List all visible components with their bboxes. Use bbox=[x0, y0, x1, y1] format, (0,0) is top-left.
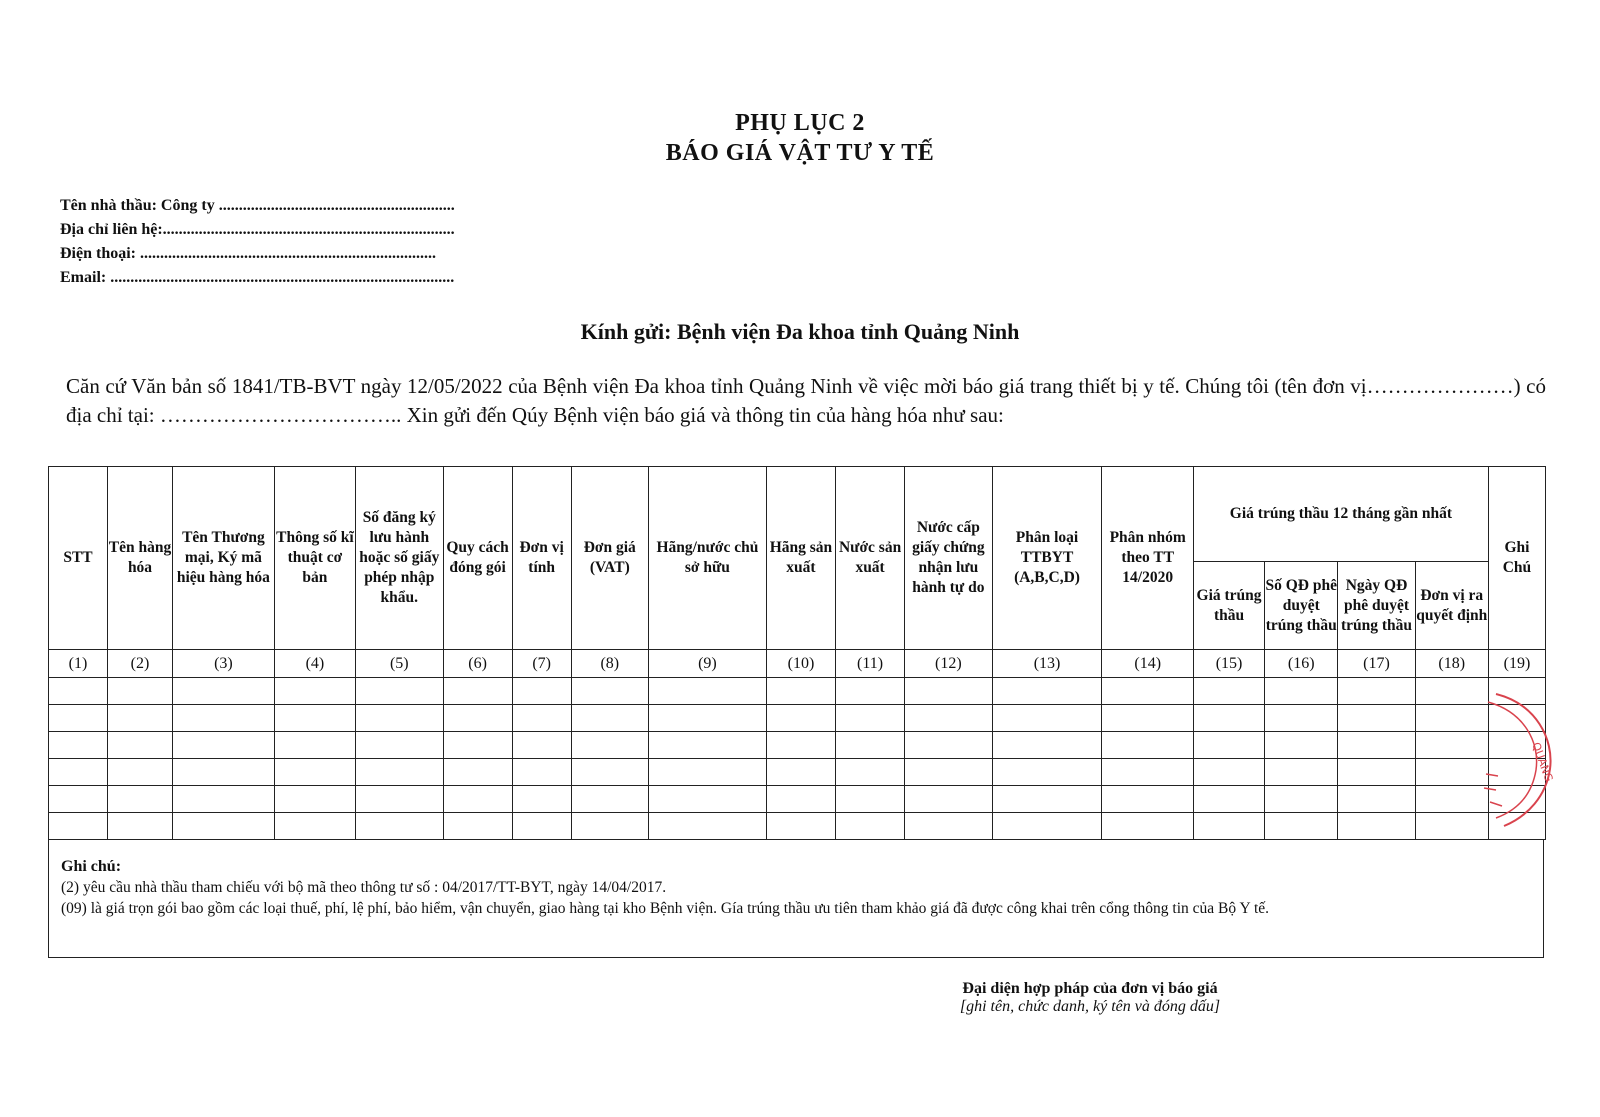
col-header-don-vi-tinh: Đơn vị tính bbox=[512, 467, 571, 650]
col-header-quy-cach: Quy cách đóng gói bbox=[443, 467, 512, 650]
note-line-1: (2) yêu cầu nhà thầu tham chiếu với bộ mã theo thông tư số : 04/2017/TT-BYT, ngày 14/04/2017. bbox=[61, 879, 667, 896]
column-number-row bbox=[49, 650, 1546, 678]
column-number: (19) bbox=[1488, 650, 1545, 678]
table-row bbox=[49, 678, 1546, 705]
column-number: (5) bbox=[356, 650, 443, 678]
table-row bbox=[49, 759, 1546, 786]
table-row bbox=[49, 732, 1546, 759]
col-header-don-gia: Đơn giá (VAT) bbox=[571, 467, 648, 650]
contractor-phone-field: Điện thoại: .......................................................................... bbox=[60, 245, 436, 262]
contractor-name-field: Tên nhà thầu: Công ty ........................................................... bbox=[60, 197, 455, 214]
col-header-phan-nhom: Phân nhóm theo TT 14/2020 bbox=[1102, 467, 1194, 650]
col-header-ten-thuong-mai: Tên Thương mại, Ký mã hiệu hàng hóa bbox=[173, 467, 275, 650]
red-stamp-mark bbox=[1476, 684, 1566, 834]
col-header-ten-hang-hoa: Tên hàng hóa bbox=[107, 467, 172, 650]
recipient-line: Kính gửi: Bệnh viện Đa khoa tỉnh Quảng Ninh bbox=[580, 319, 1020, 344]
column-number: (18) bbox=[1415, 650, 1488, 678]
col-header-gia-trung-thau: Giá trúng thầu bbox=[1193, 562, 1264, 650]
column-number: (14) bbox=[1102, 650, 1194, 678]
svg-text:QUANG: QUANG bbox=[1529, 740, 1556, 784]
column-number: (7) bbox=[512, 650, 571, 678]
column-number: (15) bbox=[1193, 650, 1264, 678]
column-number: (6) bbox=[443, 650, 512, 678]
column-number: (9) bbox=[648, 650, 766, 678]
column-number: (3) bbox=[173, 650, 275, 678]
col-header-hang-sx: Hãng sản xuất bbox=[766, 467, 835, 650]
intro-paragraph: Căn cứ Văn bản số 1841/TB-BVT ngày 12/05/2022 của Bệnh viện Đa khoa tỉnh Quảng Ninh về việc mời báo giá trang thiết bị y tế. Chúng tôi (tên đơn vị…………………) có địa chỉ tại: …………………………….. Xin gửi đến Qúy Bệnh viện báo giá và thông tin của hàng hóa như sau: bbox=[66, 374, 1546, 427]
note-line-2: (09) là giá trọn gói bao gồm các loại thuế, phí, lệ phí, bảo hiểm, vận chuyển, giao hàng tại kho Bệnh viện. Gía trúng thầu ưu tiên tham khảo giá đã được công khai trên cổng thông tin của Bộ Y tế. bbox=[61, 900, 1270, 917]
col-header-so-qd: Số QĐ phê duyệt trúng thầu bbox=[1265, 562, 1338, 650]
contractor-email-field: Email: ...................................................................................... bbox=[60, 269, 455, 286]
column-number: (4) bbox=[274, 650, 355, 678]
contractor-address-field: Địa chỉ liên hệ:......................................................................... bbox=[60, 221, 455, 238]
col-header-don-vi-ra-qd: Đơn vị ra quyết định bbox=[1415, 562, 1488, 650]
column-number: (12) bbox=[905, 650, 992, 678]
signature-title: Đại diện hợp pháp của đơn vị báo giá bbox=[962, 980, 1218, 997]
col-header-so-dang-ky: Số đăng ký lưu hành hoặc số giấy phép nhập khẩu. bbox=[356, 467, 443, 650]
column-number: (17) bbox=[1338, 650, 1415, 678]
col-header-hang-nuoc: Hãng/nước chủ sở hữu bbox=[648, 467, 766, 650]
table-row bbox=[49, 705, 1546, 732]
notes-title: Ghi chú: bbox=[61, 858, 122, 875]
signature-instruction: [ghi tên, chức danh, ký tên và đóng dấu] bbox=[959, 998, 1221, 1015]
col-header-phan-loai: Phân loại TTBYT (A,B,C,D) bbox=[992, 467, 1102, 650]
col-header-stt: STT bbox=[49, 467, 108, 650]
column-number: (1) bbox=[49, 650, 108, 678]
signature-block bbox=[780, 980, 1400, 1016]
quotation-table bbox=[48, 466, 1546, 840]
document-title: BÁO GIÁ VẬT TƯ Y TẾ bbox=[665, 140, 935, 166]
column-number: (13) bbox=[992, 650, 1102, 678]
col-header-thong-so: Thông số kĩ thuật cơ bản bbox=[274, 467, 355, 650]
col-group-header: Giá trúng thầu 12 tháng gần nhất bbox=[1193, 467, 1488, 562]
notes-box bbox=[48, 840, 1544, 958]
column-number: (2) bbox=[107, 650, 172, 678]
column-number: (10) bbox=[766, 650, 835, 678]
table-row bbox=[49, 813, 1546, 840]
column-number: (11) bbox=[836, 650, 905, 678]
appendix-title: PHỤ LỤC 2 bbox=[735, 110, 865, 136]
col-header-nuoc-cap: Nước cấp giấy chứng nhận lưu hành tự do bbox=[905, 467, 992, 650]
col-header-ghi-chu: Ghi Chú bbox=[1488, 467, 1545, 650]
col-header-nuoc-sx: Nước sản xuất bbox=[836, 467, 905, 650]
table-row bbox=[49, 786, 1546, 813]
col-header-ngay-qd: Ngày QĐ phê duyệt trúng thầu bbox=[1338, 562, 1415, 650]
column-number: (8) bbox=[571, 650, 648, 678]
column-number: (16) bbox=[1265, 650, 1338, 678]
